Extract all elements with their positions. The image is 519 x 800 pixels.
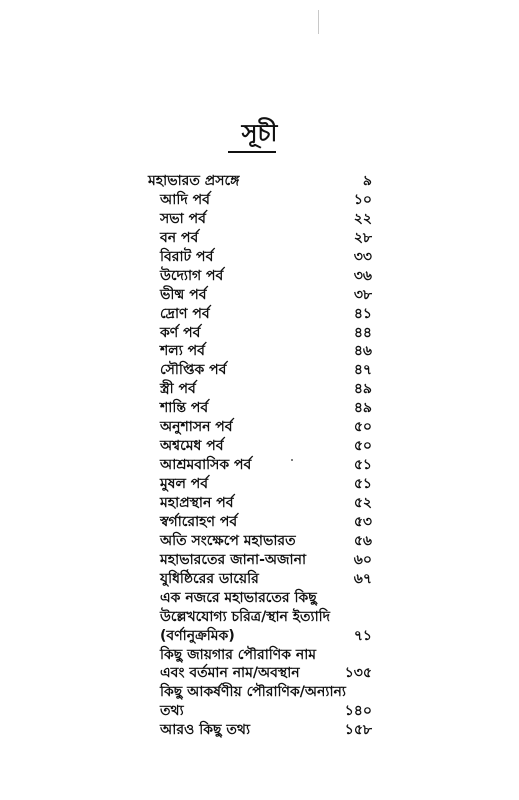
toc-entry-title: সভা পর্ব: [160, 211, 206, 227]
toc-entry-title: শল্য পর্ব: [160, 343, 205, 359]
toc-entry-title: বিরাট পর্ব: [160, 249, 214, 265]
toc-entry: [0, 645, 519, 665]
toc-entry-page-number: ৪৭: [353, 362, 372, 378]
toc-entry-page-number: ৩৮: [353, 287, 372, 303]
toc-entry-page-number: ৫৩: [353, 514, 372, 530]
toc-entry-page-number: ৯: [362, 173, 372, 189]
toc-entry-title: কর্ণ পর্ব: [160, 325, 201, 341]
toc-entry: [0, 398, 519, 418]
page-title: সূচী: [241, 118, 278, 147]
toc-entry: [0, 512, 519, 532]
toc-entry: [0, 379, 519, 399]
toc-entry-title: যুধিষ্ঠিরের ডায়েরি: [160, 571, 259, 587]
toc-entry-title: অনুশাসন পর্ব: [160, 419, 233, 435]
toc-entry-page-number: ৪৯: [353, 381, 372, 397]
toc-entry: [0, 720, 519, 740]
toc-entry-page-number: ৬০: [353, 552, 372, 568]
toc-entry-title: তথ্য: [160, 703, 184, 719]
toc-entry-page-number: ১৪০: [344, 703, 372, 719]
toc-entry: [0, 663, 519, 683]
toc-entry-title: সৌপ্তিক পর্ব: [160, 362, 227, 378]
toc-entry: [0, 493, 519, 513]
toc-entry-title: মহাপ্রস্থান পর্ব: [160, 495, 234, 511]
toc-entry-page-number: ২২: [353, 211, 372, 227]
toc-entry-page-number: ৭১: [353, 628, 372, 644]
toc-entry-page-number: ৫০: [353, 438, 372, 454]
toc-entry-page-number: ৪৪: [353, 325, 372, 341]
toc-entry-page-number: ৫১: [353, 476, 372, 492]
toc-entry: [0, 626, 519, 646]
toc-entry: [0, 285, 519, 305]
toc-entry: [0, 304, 519, 324]
toc-entry-page-number: ৫৬: [353, 533, 372, 549]
toc-entry-title: দ্রোণ পর্ব: [160, 306, 210, 322]
toc-entry-page-number: ৩৩: [353, 249, 372, 265]
toc-entry: [0, 569, 519, 589]
toc-entry-title: আরও কিছু তথ্য: [160, 722, 250, 738]
toc-entry: [0, 550, 519, 570]
toc-entry: [0, 171, 519, 191]
toc-entry-title: এবং বর্তমান নাম/অবস্থান: [160, 665, 300, 681]
toc-entry-page-number: ১০: [353, 192, 372, 208]
toc-entry: [0, 682, 519, 702]
toc-entry-title: মুষল পর্ব: [160, 476, 209, 492]
toc-entry-page-number: ২৮: [353, 230, 372, 246]
toc-entry-page-number: ১৩৫: [344, 665, 372, 681]
toc-entry-title: মহাভারতের জানা-অজানা: [160, 552, 307, 568]
toc-entry-page-number: ৪৯: [353, 400, 372, 416]
toc-entry-title: উল্লেখযোগ্য চরিত্র/স্থান ইত্যাদি: [160, 609, 331, 625]
toc-entry-title: (বর্ণানুক্রমিক): [160, 628, 235, 644]
toc-entry-page-number: ৬৭: [353, 571, 372, 587]
toc-entry: [0, 417, 519, 437]
toc-entry: [0, 190, 519, 210]
toc-entry: [0, 247, 519, 267]
toc-entry: [0, 607, 519, 627]
toc-entry-title: শান্তি পর্ব: [160, 400, 209, 416]
toc-entry-title: আশ্রমবাসিক পর্ব: [160, 457, 252, 473]
toc-entry: [0, 455, 519, 475]
toc-entry-page-number: ৫১: [353, 457, 372, 473]
toc-entry-title: আদি পর্ব: [160, 192, 210, 208]
toc-entry: [0, 341, 519, 361]
toc-entry: [0, 701, 519, 721]
toc-entry-title: কিছু আকর্ষণীয় পৌরাণিক/অন্যান্য: [160, 684, 346, 700]
toc-entry-page-number: ৪১: [353, 306, 372, 322]
toc-entry-page-number: ৫০: [353, 419, 372, 435]
toc-entry-page-number: ৪৬: [353, 343, 372, 359]
toc-entry-title: উদ্যোগ পর্ব: [160, 268, 224, 284]
toc-entry-title: ভীষ্ম পর্ব: [160, 287, 207, 303]
toc-entry-title: অশ্বমেধ পর্ব: [160, 438, 224, 454]
toc-entry-title: মহাভারত প্রসঙ্গে: [148, 173, 240, 189]
toc-entry-title: কিছু জায়গার পৌরাণিক নাম: [160, 647, 317, 663]
toc-entry: [0, 266, 519, 286]
toc-entry-title: অতি সংক্ষেপে মহাভারত: [160, 533, 296, 549]
toc-entry: [0, 588, 519, 608]
toc-entry-title: স্বর্গারোহণ পর্ব: [160, 514, 238, 530]
toc-entry-page-number: ৫২: [353, 495, 372, 511]
toc-entry-page-number: ১৫৮: [344, 722, 372, 738]
toc-entry: [0, 360, 519, 380]
toc-entry: [0, 209, 519, 229]
toc-entry-title: এক নজরে মহাভারতের কিছু: [160, 590, 317, 606]
toc-entry: [0, 228, 519, 248]
toc-entry: [0, 323, 519, 343]
toc-entry: [0, 436, 519, 456]
toc-entry-title: বন পর্ব: [160, 230, 199, 246]
toc-entry-page-number: ৩৬: [353, 268, 372, 284]
toc-entry: [0, 531, 519, 551]
toc-entry-title: স্ত্রী পর্ব: [160, 381, 196, 397]
toc-entry: [0, 474, 519, 494]
